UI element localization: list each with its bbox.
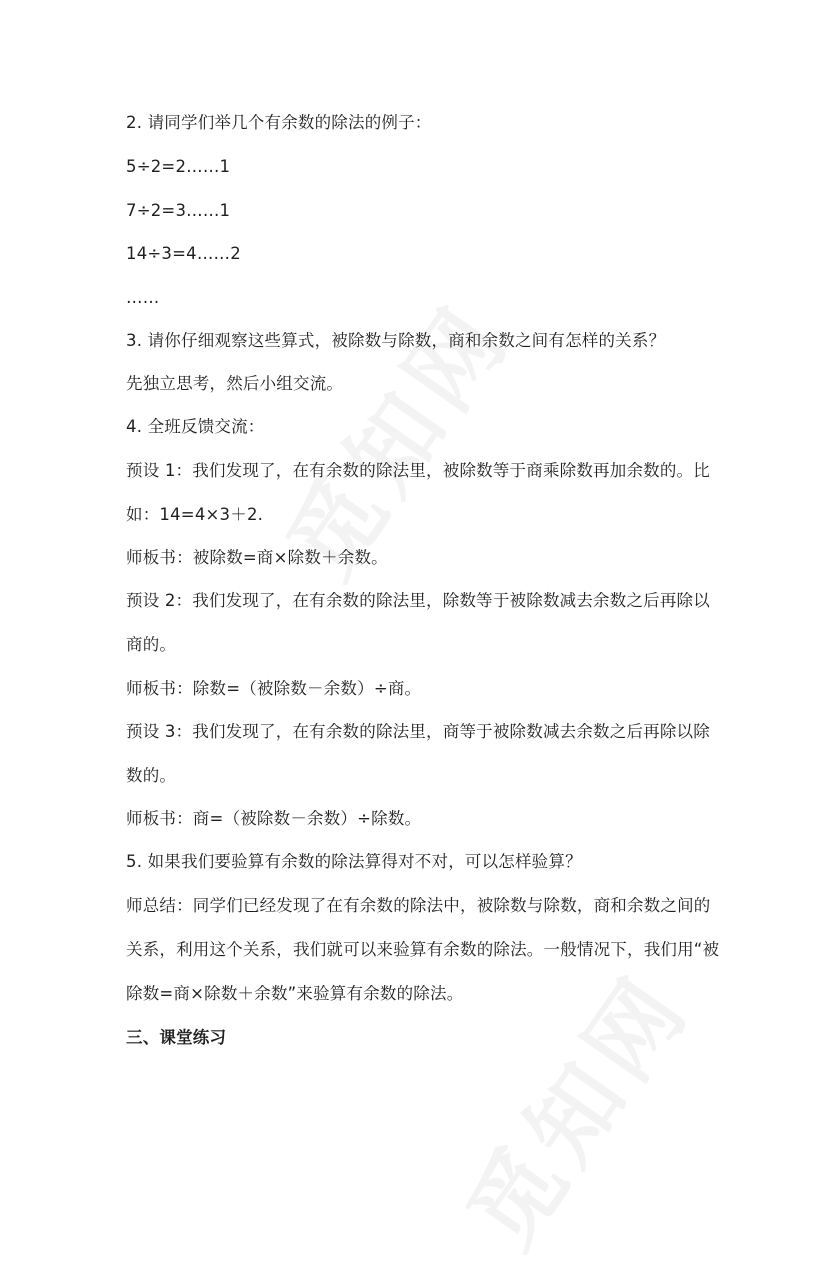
question-3: 3. 请你仔细观察这些算式，被除数与除数，商和余数之间有怎样的关系？ xyxy=(126,331,666,350)
preset-2: 预设 2：我们发现了，在有余数的除法里，除数等于被除数减去余数之后再除以 xyxy=(126,591,710,610)
preset-1: 预设 1：我们发现了，在有余数的除法里，被除数等于商乘除数再加余数的。比 xyxy=(126,461,710,480)
summary-3: 除数=商×除数＋余数”来验算有余数的除法。 xyxy=(126,984,464,1003)
board-note-3: 师板书：商=（被除数－余数）÷除数。 xyxy=(126,809,422,828)
preset-2-cont: 商的。 xyxy=(126,635,177,654)
watermark xyxy=(431,943,715,1269)
question-2: 2. 请同学们举几个有余数的除法的例子： xyxy=(126,113,432,132)
example-2: 7÷2=3……1 xyxy=(126,201,231,220)
preset-3-cont: 数的。 xyxy=(126,766,177,785)
board-note-1: 师板书：被除数=商×除数＋余数。 xyxy=(126,548,388,567)
preset-3: 预设 3：我们发现了，在有余数的除法里，商等于被除数减去余数之后再除以除 xyxy=(126,722,710,741)
summary-2: 关系，利用这个关系，我们就可以来验算有余数的除法。一般情况下，我们用“被 xyxy=(126,940,720,959)
instruction: 先独立思考，然后小组交流。 xyxy=(126,374,344,393)
question-5: 5. 如果我们要验算有余数的除法算得对不对，可以怎样验算？ xyxy=(126,852,582,871)
example-1: 5÷2=2……1 xyxy=(126,157,231,176)
summary-1: 师总结：同学们已经发现了在有余数的除法中，被除数与除数，商和余数之间的 xyxy=(126,896,711,915)
preset-1-cont: 如：14=4×3＋2. xyxy=(126,505,264,524)
example-3: 14÷3=4……2 xyxy=(126,244,241,263)
question-4: 4. 全班反馈交流： xyxy=(126,417,265,436)
ellipsis: …… xyxy=(126,288,160,307)
section-heading: 三、课堂练习 xyxy=(126,1028,227,1047)
board-note-2: 师板书：除数=（被除数－余数）÷商。 xyxy=(126,679,422,698)
